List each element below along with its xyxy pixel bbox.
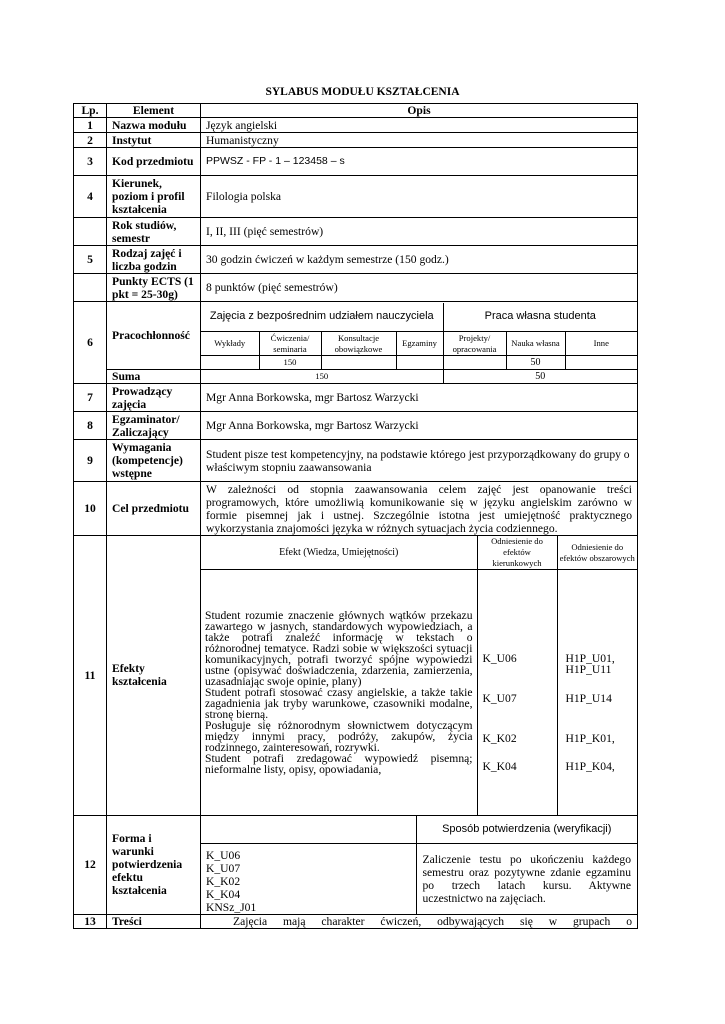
- row-number: 1: [74, 118, 107, 133]
- row-number: 2: [74, 133, 107, 148]
- row-number: 11: [74, 536, 107, 816]
- verification-code: K_U07: [206, 861, 241, 875]
- row-element: Kierunek, poziom i profil kształcenia: [107, 176, 201, 218]
- row-value: 8 punktów (pięć semestrów): [201, 274, 638, 302]
- table-row: [74, 148, 638, 176]
- header-opis: Opis: [201, 104, 638, 118]
- row-element: Instytut: [107, 133, 201, 148]
- table-row: [74, 118, 638, 133]
- row-element: Pracochłonność: [107, 302, 201, 370]
- col-obsz: Odniesienie do efektów obszarowych: [557, 536, 637, 570]
- verification-header: Sposób potwierdzenia (weryfikacji): [416, 816, 637, 844]
- col-kier: Odniesienie do efektów kierunkowych: [477, 536, 557, 570]
- table-row: [74, 274, 638, 302]
- row-number: 5: [74, 246, 107, 274]
- verification-code: K_U06: [206, 848, 241, 862]
- verification-codes: [201, 844, 416, 914]
- row-number: 4: [74, 176, 107, 218]
- verification-table: [201, 816, 637, 914]
- row-value: Mgr Anna Borkowska, mgr Bartosz Warzycki: [201, 412, 638, 440]
- obsz-code: H1P_K01,: [565, 731, 615, 745]
- kier-code: K_U07: [482, 691, 517, 705]
- sum-row: [74, 370, 638, 384]
- effect-paragraph: Posługuje się różnorodnym słownictwem dotyczącym między innymi pracy, podróży, zakupów, życia rodzinnego, zainteresowań, rozrywki.: [205, 718, 473, 754]
- row-value: Student pisze test kompetencyjny, na podstawie którego jest przyporządkowany do grupy o właściwym stopniu zaawansowania: [201, 440, 638, 482]
- row-number: [74, 274, 107, 302]
- row-number: 3: [74, 148, 107, 176]
- row-value: Filologia polska: [201, 176, 638, 218]
- row-element: Rok studiów, semestr: [107, 218, 201, 246]
- kier-codes: [477, 570, 557, 815]
- col-exercises: Ćwiczenia/ seminaria: [259, 332, 321, 356]
- row-value: PPWSZ - FP - 1 – 123458 – s: [201, 148, 638, 176]
- learning-outcomes-row: [74, 536, 638, 816]
- row-value: Zajęcia mają charakter ćwiczeń, odbywających się w grupach o: [201, 914, 638, 928]
- kier-code: K_U06: [482, 651, 517, 665]
- header-lp: Lp.: [74, 104, 107, 118]
- workload-cell: [201, 302, 638, 370]
- table-row: [74, 440, 638, 482]
- outcomes-table: [201, 536, 637, 815]
- table-row: [74, 412, 638, 440]
- row-element: Treści: [107, 914, 201, 928]
- col-consultations: Konsultacje obowiązkowe: [321, 332, 396, 356]
- kier-code: K_K04: [482, 759, 517, 773]
- value-self-study: 50: [506, 356, 565, 369]
- workload-table: [201, 303, 637, 369]
- sum-contact: 150: [201, 370, 443, 383]
- row-element: Kod przedmiotu: [107, 148, 201, 176]
- row-value: Mgr Anna Borkowska, mgr Bartosz Warzycki: [201, 384, 638, 412]
- obsz-code: H1P_K04,: [565, 759, 615, 773]
- value-exercises: 150: [259, 356, 321, 369]
- row-element: Cel przedmiotu: [107, 482, 201, 536]
- row-value: Język angielski: [201, 118, 638, 133]
- row-element: Egzaminator/ Zaliczający: [107, 412, 201, 440]
- row-value: Humanistyczny: [201, 133, 638, 148]
- table-row: [74, 914, 638, 928]
- row-number: 12: [74, 815, 107, 914]
- value-projects: [443, 356, 506, 369]
- row-number: 8: [74, 412, 107, 440]
- row-number: 13: [74, 914, 107, 928]
- outcomes-cell: [201, 536, 638, 816]
- self-study-header: Praca własna studenta: [443, 303, 637, 332]
- value-lectures: [201, 356, 259, 369]
- table-row: [74, 246, 638, 274]
- value-consultations: [321, 356, 396, 369]
- sum-label: Suma: [107, 370, 201, 384]
- verification-method: Zaliczenie testu po ukończeniu każdego semestru oraz pozytywne zdanie egzaminu po trzech latach kursu. Aktywne uczestnictwo na zajęciach.: [416, 844, 637, 914]
- workload-row: [74, 302, 638, 370]
- verification-row: [74, 815, 638, 914]
- col-lectures: Wykłady: [201, 332, 259, 356]
- row-element: Nazwa modułu: [107, 118, 201, 133]
- kier-code: K_K02: [482, 731, 517, 745]
- table-row: [74, 384, 638, 412]
- row-number: 7: [74, 384, 107, 412]
- effect-paragraph: Student potrafi zredagować wypowiedź pisemną; nieformalne listy, opisy, opowiadania,: [205, 751, 473, 776]
- row-element: Efekty kształcenia: [107, 536, 201, 816]
- obsz-codes: [557, 570, 637, 815]
- table-row: [74, 482, 638, 536]
- row-element: Punkty ECTS (1 pkt = 25-30g): [107, 274, 201, 302]
- row-element: Prowadzący zajęcia: [107, 384, 201, 412]
- verification-cell: [201, 815, 638, 914]
- col-self-study: Nauka własna: [506, 332, 565, 356]
- verification-code: K_K02: [206, 874, 241, 888]
- table-row: [74, 176, 638, 218]
- row-number: [74, 218, 107, 246]
- verification-code: K_K04: [206, 887, 241, 901]
- col-exams: Egzaminy: [396, 332, 443, 356]
- syllabus-table: [73, 103, 638, 929]
- row-element: Forma i warunki potwierdzenia efektu kształcenia: [107, 815, 201, 914]
- effect-description: [201, 570, 477, 815]
- effect-paragraph: Student potrafi stosować czasy angielskie, a także takie zagadnienia jak tryby warunkowe, czasowniki modalne, stronę bierną.: [205, 685, 473, 721]
- row-number: 9: [74, 440, 107, 482]
- sum-self: 50: [443, 370, 637, 383]
- obsz-code: H1P_U01, H1P_U11: [565, 651, 615, 676]
- obsz-code: H1P_U14: [565, 691, 612, 705]
- effect-paragraph: Student rozumie znaczenie głównych wątków przekazu zawartego w jasnych, standardowych wypowiedziach, a także potrafi znaleźć informację w tekstach o różnorodnej tematyce. Radzi sobie w większości sytuacji komunikacyjnych, potrafi tworzyć spójne wypowiedzi ustne (opisywać doświadczenia, zdarzenia, zamierzenia, uzasadniając swoje opinie, plany): [205, 608, 473, 688]
- row-element: Rodzaj zajęć i liczba godzin: [107, 246, 201, 274]
- header-row: [74, 104, 638, 118]
- row-value: 30 godzin ćwiczeń w każdym semestrze (150 godz.): [201, 246, 638, 274]
- value-exams: [396, 356, 443, 369]
- col-effect: Efekt (Wiedza, Umiejętności): [201, 536, 477, 570]
- table-row: [74, 133, 638, 148]
- row-number: 6: [74, 302, 107, 384]
- col-projects: Projekty/ opracowania: [443, 332, 506, 356]
- table-row: [74, 218, 638, 246]
- sum-cell: [201, 370, 638, 384]
- row-element: Wymagania (kompetencje) wstępne: [107, 440, 201, 482]
- verification-code: KNSz_J01: [206, 900, 257, 914]
- document-title: SYLABUS MODUŁU KSZTAŁCENIA: [265, 86, 460, 98]
- header-element: Element: [107, 104, 201, 118]
- value-other: [565, 356, 637, 369]
- row-number: 10: [74, 482, 107, 536]
- row-value: W zależności od stopnia zaawansowania celem zajęć jest opanowanie treści programowych, które umożliwią komunikowanie się w języku angielskim zarówno w formie pisemnej jak i ustnej. Szczególnie istotna jest umiejętność praktycznego wykorzystania znajomości języka w różnych sytuacjach życia codziennego.: [201, 482, 638, 536]
- row-value: I, II, III (pięć semestrów): [201, 218, 638, 246]
- col-other: Inne: [565, 332, 637, 356]
- contact-hours-header: Zajęcia z bezpośrednim udziałem nauczyciela: [201, 303, 443, 332]
- verification-spacer: [201, 816, 416, 844]
